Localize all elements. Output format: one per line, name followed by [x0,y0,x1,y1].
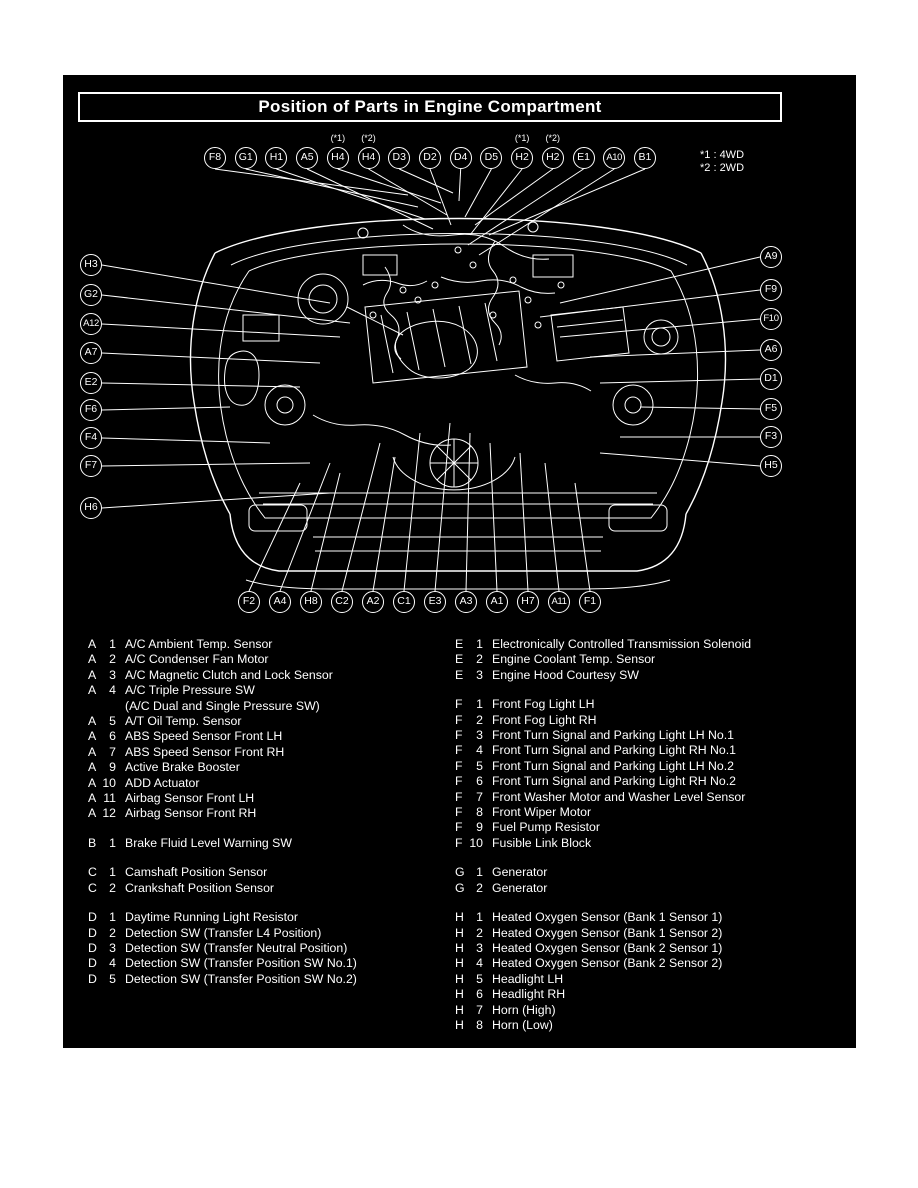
leader-line-A1 [490,443,497,591]
legend-code-letter: D [88,956,97,971]
legend-code-number: 7 [476,789,483,804]
legend-text: ABS Speed Sensor Front RH [125,744,285,759]
callout-H2: H2 [542,147,564,169]
legend-code-number: 5 [476,971,483,986]
legend-code-letter: A [88,729,97,744]
leader-line-C2 [342,443,380,591]
vehicle-line-art [191,219,726,590]
leader-line-H6 [102,493,330,508]
legend-code-letter: A [88,744,97,759]
legend-entry [88,881,448,896]
legend-text: Engine Coolant Temp. Sensor [492,652,656,667]
callout-superscript: (*2) [361,133,376,143]
legend-code-number: 1 [109,910,116,925]
legend-text: Camshaft Position Sensor [125,865,268,880]
leader-line-D1 [600,379,760,383]
legend-text: A/C Triple Pressure SW [125,683,255,698]
legend-entry [455,759,853,774]
legend-code-number: 5 [109,714,116,729]
legend-code-letter: A [88,667,97,682]
page-title: Position of Parts in Engine Compartment [258,97,602,116]
legend-code-letter: E [455,637,464,651]
callout-H7: H7 [517,591,539,613]
legend-entry [455,972,853,987]
legend-code-letter: D [88,971,97,986]
callout-E1: E1 [573,147,595,169]
legend-code-letter: H [455,1002,464,1017]
legend-text: Headlight RH [492,987,566,1002]
legend-code-letter: D [88,925,97,940]
legend-entry [455,728,853,743]
legend-code-letter: A [88,775,97,790]
callout-A11: A11 [548,591,570,613]
legend-code-number: 4 [109,956,116,971]
legend-code-number: 5 [476,758,483,773]
callout-A3: A3 [455,591,477,613]
legend-code-letter: H [455,910,464,925]
legend-entry [88,683,448,698]
leader-line-H3 [102,265,330,303]
leader-line-E2 [102,383,300,387]
callout-H1: H1 [265,147,287,169]
legend-code-number: 10 [102,775,116,790]
legend-code-number: 1 [476,910,483,925]
callout-H3: H3 [80,254,102,276]
legend-entry [88,926,448,941]
legend-entry [455,1018,853,1033]
callout-F6: F6 [80,399,102,421]
legend-text: Engine Hood Courtesy SW [492,667,639,682]
legend-entry [455,910,853,925]
leader-line-A12 [102,324,340,337]
legend-code-number: 2 [109,652,116,667]
legend-entry [455,926,853,941]
callout-D2: D2 [419,147,441,169]
legend-text: Horn (High) [492,1002,556,1017]
leader-line-A5 [307,169,433,229]
leader-line-A7 [102,353,320,363]
legend-entry [88,637,448,652]
callout-F9: F9 [760,279,782,301]
legend-code-letter: H [455,971,464,986]
leader-line-H4 [369,169,447,215]
callout-F1: F1 [579,591,601,613]
legend-entry [455,743,853,758]
callout-F5: F5 [760,398,782,420]
legend-group [455,910,853,1033]
legend-group [455,865,853,896]
legend-code-number: 6 [109,729,116,744]
legend-code-number: 5 [109,971,116,986]
callout-A7: A7 [80,342,102,364]
legend-entry [88,652,448,667]
legend-group [455,637,853,683]
note-line-4wd: *1 : 4WD [700,149,745,161]
legend-text: Electronically Controlled Transmission Solenoid [492,637,752,651]
legend-text: A/C Ambient Temp. Sensor [125,637,273,651]
legend-entry [88,956,448,971]
legend-text: Front Turn Signal and Parking Light LH No.2 [492,758,734,773]
callout-A1: A1 [486,591,508,613]
legend-code-number: 1 [109,865,116,880]
legend-code-letter: C [88,865,97,880]
callout-A2: A2 [362,591,384,613]
callout-B1: B1 [634,147,656,169]
legend-entry [455,820,853,835]
callout-F3: F3 [760,426,782,448]
callout-H4: H4 [358,147,380,169]
callout-F2: F2 [238,591,260,613]
leader-line-H8 [311,473,340,591]
legend-text: Generator [492,880,548,895]
legend-code-number: 1 [476,865,483,880]
legend-entry [455,956,853,971]
legend-code-letter: A [88,652,97,667]
legend-text: Detection SW (Transfer Neutral Position) [125,940,348,955]
legend-code-number: 2 [476,652,483,667]
engine-diagram-panel [63,75,856,1048]
callout-D3: D3 [388,147,410,169]
note-line-2wd: *2 : 2WD [700,162,745,174]
legend-code-number: 3 [109,940,116,955]
legend-code-number: 4 [109,683,116,698]
callout-C2: C2 [331,591,353,613]
drive-type-note [700,149,744,175]
callout-G2: G2 [80,284,102,306]
legend-code-letter: A [88,760,97,775]
legend-code-number: 8 [476,1017,483,1032]
callout-H4: H4 [327,147,349,169]
legend-code-letter: A [88,791,97,806]
legend-code-number: 2 [476,925,483,940]
leader-line-A3 [466,433,470,591]
legend-entry [455,668,853,683]
legend-entry [455,941,853,956]
leader-line-F8 [215,169,408,195]
callout-H2: H2 [511,147,533,169]
callout-H8: H8 [300,591,322,613]
legend-code-letter: F [455,805,463,820]
legend-code-letter: G [455,880,465,895]
leader-line-A9 [560,257,760,303]
callout-D4: D4 [450,147,472,169]
legend-code-letter: A [88,683,97,698]
leader-line-D3 [399,169,453,193]
callout-E2: E2 [80,372,102,394]
legend-code-number: 2 [476,880,483,895]
legend-group [88,637,448,822]
legend-text: A/C Magnetic Clutch and Lock Sensor [125,667,333,682]
legend-text: Fusible Link Block [492,835,592,850]
legend-entry [455,790,853,805]
legend-text: Detection SW (Transfer L4 Position) [125,925,322,940]
legend-code-letter: A [88,806,97,821]
legend-text: Front Turn Signal and Parking Light LH No.1 [492,728,734,743]
leader-line-D2 [430,169,451,225]
callout-A5: A5 [296,147,318,169]
legend-code-letter: F [455,712,463,727]
legend-entry [88,699,448,714]
legend-entry [88,760,448,775]
legend-code-letter: H [455,987,464,1002]
legend-code-letter: G [455,865,465,880]
legend-code-letter: H [455,940,464,955]
legend-entry [88,776,448,791]
legend-code-number: 3 [476,667,483,682]
legend-code-letter: F [455,789,463,804]
legend-text: A/T Oil Temp. Sensor [125,714,242,729]
callout-H6: H6 [80,497,102,519]
legend-text: Front Wiper Motor [492,805,592,820]
legend-text: Brake Fluid Level Warning SW [125,835,292,850]
callout-F8: F8 [204,147,226,169]
legend-text: Airbag Sensor Front LH [125,791,255,806]
leader-line-F10 [560,319,760,337]
callout-A6: A6 [760,339,782,361]
legend-text: Heated Oxygen Sensor (Bank 2 Sensor 1) [492,940,723,955]
legend-entry [455,1003,853,1018]
callout-G1: G1 [235,147,257,169]
legend-code-letter: F [455,728,463,743]
legend-entry [455,805,853,820]
callout-A12: A12 [80,313,102,335]
legend-text: Detection SW (Transfer Position SW No.1) [125,956,357,971]
legend-text: Front Washer Motor and Washer Level Sensor [492,789,746,804]
legend-entry [88,745,448,760]
callout-D1: D1 [760,368,782,390]
callout-D5: D5 [480,147,502,169]
legend-text: Heated Oxygen Sensor (Bank 1 Sensor 1) [492,910,723,925]
legend-entry [455,637,853,652]
callout-A9: A9 [760,246,782,268]
legend-code-number: 2 [109,880,116,895]
legend-text: Active Brake Booster [125,760,240,775]
legend-entry [88,791,448,806]
legend-code-letter: F [455,774,463,789]
legend-entry [455,652,853,667]
legend-code-letter: C [88,880,97,895]
leader-line-A4 [280,463,330,591]
legend-text: Detection SW (Transfer Position SW No.2) [125,971,357,986]
legend-code-number: 1 [476,697,483,712]
legend-code-letter: F [455,835,463,850]
legend-text: Generator [492,865,548,880]
legend-entry [88,910,448,925]
legend-code-number: 11 [103,791,116,806]
legend-text: Horn (Low) [492,1017,553,1032]
leader-line-A11 [545,463,559,591]
legend-text: ADD Actuator [125,775,200,790]
legend-entry [455,836,853,851]
legend-text: Heated Oxygen Sensor (Bank 1 Sensor 2) [492,925,723,940]
legend-code-number: 1 [109,835,116,850]
legend-entry [88,714,448,729]
legend-entry [455,865,853,880]
legend-code-letter: D [88,910,97,925]
leader-line-D5 [465,169,491,217]
legend-code-number: 10 [469,835,483,850]
legend-code-letter: E [455,652,464,667]
callout-A4: A4 [269,591,291,613]
legend-code-number: 4 [476,956,483,971]
legend-text: Front Turn Signal and Parking Light RH No.2 [492,774,737,789]
leader-line-F2 [249,483,300,591]
legend-code-letter: A [88,714,97,729]
legend-code-letter: D [88,940,97,955]
legend-group [455,697,853,851]
legend-code-number: 2 [476,712,483,727]
legend-entry [455,987,853,1002]
legend-code-number: 7 [109,744,116,759]
legend-code-number: 9 [109,760,116,775]
leader-line-A10 [479,169,614,255]
legend-entry [88,941,448,956]
leader-line-F4 [102,438,270,443]
legend-text: Fuel Pump Resistor [492,820,600,835]
legend-code-letter: H [455,1017,464,1032]
leader-line-H5 [600,453,760,466]
legend-code-number: 3 [476,728,483,743]
legend-column-right [455,637,853,1047]
legend-entry [455,697,853,712]
callout-F4: F4 [80,427,102,449]
leader-line-E3 [435,423,450,591]
legend-code-letter: E [455,667,464,682]
leader-line-A6 [590,350,760,357]
legend-code-number: 3 [476,940,483,955]
legend-text: Front Turn Signal and Parking Light RH No.1 [492,743,737,758]
legend-code-number: 2 [109,925,116,940]
leader-line-F6 [102,407,230,410]
legend-entry [455,881,853,896]
legend-text: Crankshaft Position Sensor [125,880,275,895]
callout-superscript: (*1) [330,133,346,143]
leader-line-B1 [489,169,645,235]
legend-text: Front Fog Light RH [492,712,597,727]
legend-code-letter: H [455,925,464,940]
callout-superscript: (*2) [545,133,561,143]
legend-text: Daytime Running Light Resistor [125,910,298,925]
legend-entry [455,774,853,789]
legend-text-continuation: (A/C Dual and Single Pressure SW) [125,698,320,713]
legend-group [88,865,448,896]
legend-code-number: 8 [476,805,483,820]
legend-text: A/C Condenser Fan Motor [125,652,269,667]
legend-group [88,910,448,987]
leader-line-C1 [404,433,420,591]
title-box [78,92,782,122]
callout-A10: A10 [603,147,625,169]
legend-code-letter: F [455,758,463,773]
legend-text: Heated Oxygen Sensor (Bank 2 Sensor 2) [492,956,723,971]
legend-text: Front Fog Light LH [492,697,595,712]
legend-code-number: 1 [476,637,483,651]
legend-group [88,836,448,851]
legend-text: Airbag Sensor Front RH [125,806,257,821]
legend-code-number: 7 [476,1002,483,1017]
leader-line-F7 [102,463,310,466]
callout-F7: F7 [80,455,102,477]
leader-line-H2 [470,169,522,235]
legend-entry [88,729,448,744]
legend-code-number: 12 [102,806,116,821]
leader-line-D4 [459,169,461,201]
legend-code-letter: F [455,820,463,835]
callout-C1: C1 [393,591,415,613]
legend-entry [88,836,448,851]
leader-line-F9 [540,290,760,317]
legend-code-number: 4 [476,743,483,758]
callout-E3: E3 [424,591,446,613]
legend-entry [88,972,448,987]
legend-code-letter: A [88,637,97,651]
leader-line-F5 [640,407,760,409]
legend-column-left [88,637,448,1001]
legend-code-number: 6 [476,987,483,1002]
legend-text: ABS Speed Sensor Front LH [125,729,283,744]
callout-superscript: (*1) [514,133,530,143]
legend-entry [88,668,448,683]
legend-code-number: 6 [476,774,483,789]
legend-code-number: 1 [109,637,116,651]
legend-code-letter: F [455,743,463,758]
legend-code-letter: B [88,835,97,850]
legend-entry [88,865,448,880]
legend-code-number: 9 [476,820,483,835]
legend-entry [88,806,448,821]
legend-code-number: 3 [109,667,116,682]
callout-H5: H5 [760,455,782,477]
leader-lines [102,169,760,591]
legend-code-letter: H [455,956,464,971]
legend-code-letter: F [455,697,463,712]
legend-text: Headlight LH [492,971,564,986]
leader-line-H4 [338,169,441,203]
legend-entry [455,713,853,728]
callout-F10: F10 [760,308,782,330]
